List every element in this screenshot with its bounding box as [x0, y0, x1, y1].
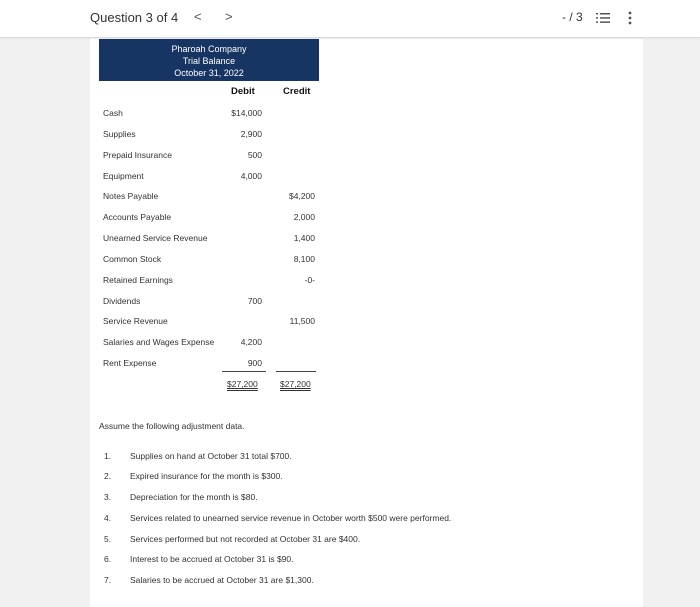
credit-amount: 11,500	[289, 316, 315, 326]
account-label: Common Stock	[103, 254, 162, 264]
account-label: Notes Payable	[103, 191, 159, 201]
credit-column-header: Credit	[283, 86, 311, 97]
list-item: Salaries to be accrued at October 31 are $1,300.	[130, 575, 314, 585]
list-item: Services performed but not recorded at October 31 are $400.	[130, 534, 361, 544]
statement-title: Trial Balance	[182, 56, 236, 66]
credit-amount: 1,400	[293, 233, 315, 243]
list-item-number: 4.	[104, 513, 112, 523]
list-item: Interest to be accrued at October 31 is $90.	[130, 554, 294, 564]
list-item: Services related to unearned service revenue in October worth $500 were performed.	[130, 513, 452, 523]
credit-total-rule	[276, 371, 316, 372]
debit-amount: 2,900	[240, 129, 262, 139]
credit-amount: 2,000	[293, 212, 315, 222]
top-bar	[0, 0, 700, 38]
previous-question-button[interactable]: <	[194, 9, 202, 24]
debit-total: $27,200	[227, 379, 258, 389]
account-label: Service Revenue	[103, 316, 168, 326]
account-label: Equipment	[103, 171, 144, 181]
list-item: Supplies on hand at October 31 total $700.	[130, 451, 292, 461]
question-list-icon[interactable]	[596, 12, 610, 24]
statement-date: October 31, 2022	[174, 68, 244, 78]
debit-amount: $14,000	[231, 108, 262, 118]
question-content	[90, 39, 643, 607]
more-options-icon[interactable]	[624, 10, 636, 26]
account-label: Retained Earnings	[103, 275, 173, 285]
debit-total-rule	[222, 371, 266, 372]
next-question-button[interactable]: >	[225, 9, 233, 24]
debit-amount: 900	[247, 358, 262, 368]
list-item: Depreciation for the month is $80.	[130, 492, 258, 502]
debit-amount: 500	[247, 150, 262, 160]
list-item-number: 2.	[104, 471, 112, 481]
trial-balance-header	[99, 39, 319, 81]
list-item-number: 3.	[104, 492, 112, 502]
list-item-number: 6.	[104, 554, 112, 564]
account-label: Prepaid Insurance	[103, 150, 172, 160]
score-display: - / 3	[562, 10, 583, 24]
account-label: Salaries and Wages Expense	[103, 337, 215, 347]
account-label: Unearned Service Revenue	[103, 233, 208, 243]
account-label: Dividends	[103, 296, 141, 306]
debit-amount: 4,000	[240, 171, 262, 181]
list-item-number: 5.	[104, 534, 112, 544]
credit-amount: 8,100	[293, 254, 315, 264]
credit-amount: $4,200	[289, 191, 315, 201]
account-label: Cash	[103, 108, 123, 118]
debit-column-header: Debit	[231, 86, 255, 97]
company-name: Pharoah Company	[171, 44, 247, 54]
account-label: Accounts Payable	[103, 212, 172, 222]
debit-amount: 700	[247, 296, 262, 306]
account-label: Rent Expense	[103, 358, 157, 368]
list-item: Expired insurance for the month is $300.	[130, 471, 283, 481]
credit-amount: -0-	[304, 275, 315, 285]
list-item-number: 1.	[104, 451, 112, 461]
adjustment-intro: Assume the following adjustment data.	[99, 421, 245, 431]
debit-amount: 4,200	[240, 337, 262, 347]
credit-total: $27,200	[280, 379, 311, 389]
question-counter: Question 3 of 4	[90, 10, 179, 25]
account-label: Supplies	[103, 129, 136, 139]
list-item-number: 7.	[104, 575, 112, 585]
